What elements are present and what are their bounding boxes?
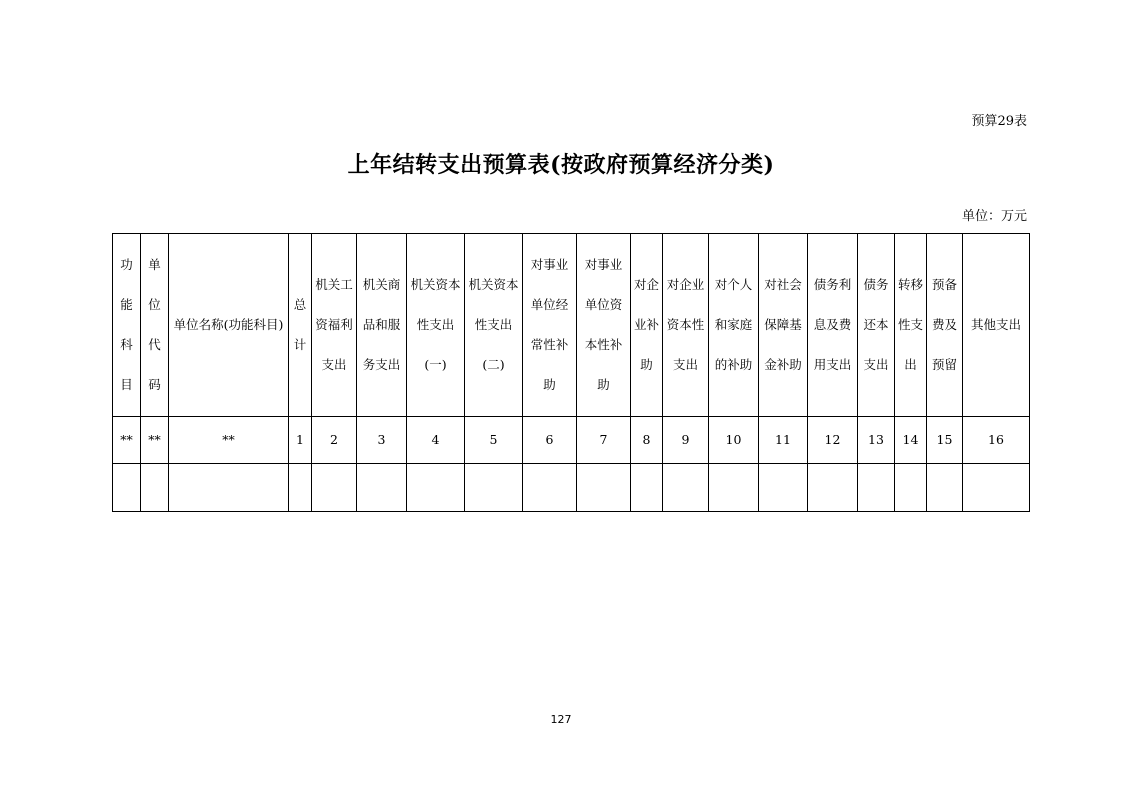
column-header-line: 机关资本 (468, 277, 519, 292)
column-header (963, 234, 1030, 417)
column-header (577, 234, 631, 417)
column-header (895, 234, 927, 417)
index-cell: ** (141, 417, 169, 464)
column-header-line: 助 (640, 357, 653, 372)
table-cell (169, 464, 289, 512)
column-header-line: 预留 (931, 357, 957, 372)
column-header (141, 234, 169, 417)
column-header-line: 性支出 (474, 317, 513, 332)
column-header-line: 息及费 (813, 317, 852, 332)
column-header-line: 计 (293, 337, 307, 352)
column-header (407, 234, 465, 417)
column-header (709, 234, 759, 417)
index-cell: ** (169, 417, 289, 464)
index-cell: ** (113, 417, 141, 464)
column-header-line: 保障基 (764, 317, 802, 332)
index-cell: 5 (465, 417, 523, 464)
column-header-line: 常性补 (530, 337, 569, 352)
table-cell (709, 464, 759, 512)
column-header-line: 对个人 (714, 277, 753, 292)
table-row (113, 464, 1030, 512)
column-header (312, 234, 357, 417)
table-cell (312, 464, 357, 512)
index-cell: 15 (927, 417, 963, 464)
column-header-line: 业补 (633, 317, 659, 332)
table-cell (895, 464, 927, 512)
index-cell: 3 (357, 417, 407, 464)
column-header-line: 品和服 (362, 317, 401, 332)
index-cell: 1 (289, 417, 312, 464)
column-header-line: 单 (148, 257, 161, 272)
index-cell: 9 (663, 417, 709, 464)
index-cell: 10 (709, 417, 759, 464)
column-header-line: 支出 (672, 357, 698, 372)
column-header-line: 助 (543, 377, 556, 392)
column-header (169, 234, 289, 417)
column-header (663, 234, 709, 417)
column-header-line: 本性补 (584, 337, 623, 352)
column-header-line: 对企业 (666, 277, 705, 292)
budget-table (112, 233, 1030, 512)
column-header-line: 机关商 (362, 277, 401, 292)
column-header-line: 机关工 (315, 277, 353, 292)
column-header-line: 债务 (863, 277, 889, 292)
column-header (858, 234, 895, 417)
column-header-line: 总 (293, 297, 307, 312)
table-cell (289, 464, 312, 512)
column-header (759, 234, 808, 417)
table-cell (663, 464, 709, 512)
column-header-line: 资本性 (666, 317, 705, 332)
page-title: 上年结转支出预算表(按政府预算经济分类) (347, 152, 775, 178)
column-header (523, 234, 577, 417)
column-header-line: 对事业 (530, 257, 569, 272)
column-header-line: 单位经 (530, 297, 569, 312)
index-cell: 12 (808, 417, 858, 464)
index-cell: 14 (895, 417, 927, 464)
column-header-line: 单位资 (584, 297, 623, 312)
column-header-line: 性支 (897, 317, 923, 332)
table-cell (759, 464, 808, 512)
column-header-line: 出 (904, 357, 917, 372)
column-header-line: (二) (482, 357, 505, 372)
index-cell: 2 (312, 417, 357, 464)
column-header-line: 用支出 (813, 357, 852, 372)
column-header-line: 功 (120, 257, 133, 272)
page-number: 127 (550, 713, 572, 726)
table-cell (465, 464, 523, 512)
index-cell: 4 (407, 417, 465, 464)
column-header (357, 234, 407, 417)
column-header-line: 能 (120, 297, 133, 312)
table-cell (141, 464, 169, 512)
table-cell (407, 464, 465, 512)
column-header-line: (一) (424, 357, 447, 372)
column-header-line: 其他支出 (970, 317, 1021, 332)
column-header (465, 234, 523, 417)
column-header-line: 单位名称(功能科目) (173, 317, 284, 332)
index-cell: 13 (858, 417, 895, 464)
table-number-label: 预算29表 (971, 114, 1027, 129)
table-cell (577, 464, 631, 512)
table-cell (113, 464, 141, 512)
column-header-line: 和家庭 (714, 317, 753, 332)
column-header-line: 助 (597, 377, 610, 392)
column-header-line: 对事业 (584, 257, 623, 272)
column-header-line: 目 (120, 377, 133, 392)
column-header-line: 务支出 (362, 357, 401, 372)
column-header-line: 码 (148, 377, 161, 392)
index-cell: 7 (577, 417, 631, 464)
column-header (289, 234, 312, 417)
table-cell (357, 464, 407, 512)
column-header-line: 预备 (931, 277, 957, 292)
column-header-line: 债务利 (813, 277, 852, 292)
table-cell (963, 464, 1030, 512)
column-header (113, 234, 141, 417)
column-header-line: 支出 (321, 357, 347, 372)
column-header-line: 还本 (863, 317, 889, 332)
column-header-line: 机关资本 (410, 277, 461, 292)
column-header (927, 234, 963, 417)
index-cell: 6 (523, 417, 577, 464)
table-index-row (113, 417, 1030, 464)
table-cell (808, 464, 858, 512)
column-header-line: 性支出 (416, 317, 455, 332)
column-header-line: 转移 (897, 277, 923, 292)
table-header-row (113, 234, 1030, 417)
table-cell (858, 464, 895, 512)
column-header-line: 对社会 (764, 277, 802, 292)
index-cell: 16 (963, 417, 1030, 464)
column-header-line: 代 (148, 337, 161, 352)
index-cell: 8 (631, 417, 663, 464)
table-cell (631, 464, 663, 512)
column-header (808, 234, 858, 417)
column-header-line: 资福利 (315, 317, 353, 332)
column-header-line: 的补助 (714, 357, 753, 372)
column-header-line: 科 (120, 337, 133, 352)
column-header-line: 费及 (931, 317, 957, 332)
table-cell (523, 464, 577, 512)
column-header-line: 位 (148, 297, 161, 312)
unit-label: 单位：万元 (961, 209, 1027, 224)
column-header-line: 对企 (633, 277, 659, 292)
column-header-line: 支出 (863, 357, 889, 372)
column-header-line: 金补助 (764, 357, 802, 372)
index-cell: 11 (759, 417, 808, 464)
column-header (631, 234, 663, 417)
table-cell (927, 464, 963, 512)
